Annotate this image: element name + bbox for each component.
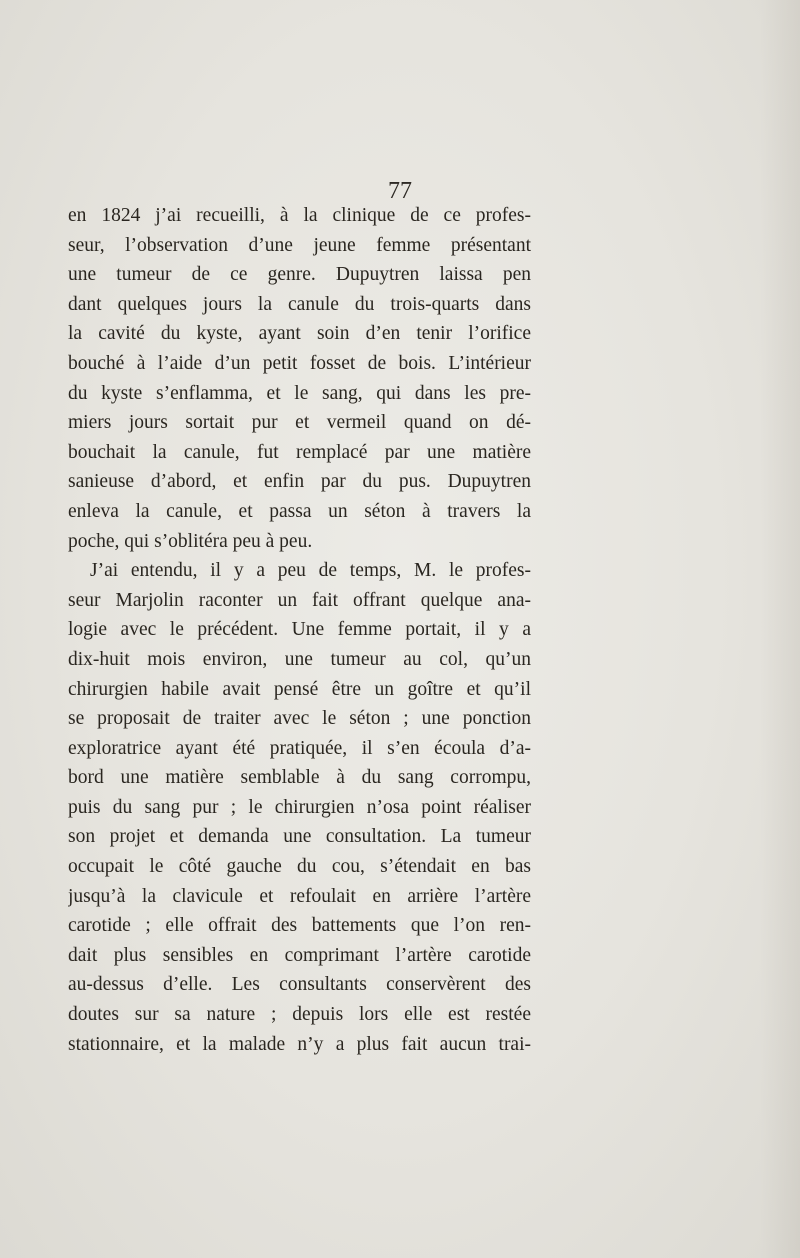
text-line: seur Marjolin raconter un fait offrant quelque ana- (68, 589, 531, 611)
text-line: bord une matière semblable à du sang corrompu, (68, 767, 531, 789)
text-line: dait plus sensibles en comprimant l’artère carotide (68, 944, 531, 966)
text-line: se proposait de traiter avec le séton ; une ponction (68, 708, 531, 730)
text-line: en 1824 j’ai recueilli, à la clinique de ce profes- (68, 205, 531, 226)
text-line: miers jours sortait pur et vermeil quand on dé- (68, 412, 531, 434)
text-line: sanieuse d’abord, et enfin par du pus. Dupuytren (68, 471, 531, 493)
text-line: chirurgien habile avait pensé être un goître et qu’il (68, 678, 531, 700)
text-line: doutes sur sa nature ; depuis lors elle est restée (68, 1004, 531, 1026)
text-line: exploratrice ayant été pratiquée, il s’en écoula d’a- (68, 737, 531, 759)
text-line: stationnaire, et la malade n’y a plus fait aucun trai- (68, 1033, 531, 1055)
text-line: au-dessus d’elle. Les consultants conservèrent des (68, 974, 531, 996)
text-line: J’ai entendu, il y a peu de temps, M. le profes- (90, 560, 531, 582)
text-line: carotide ; elle offrait des battements que l’on ren- (68, 915, 531, 937)
text-line: bouché à l’aide d’un petit fosset de bois. L’intérieur (68, 352, 531, 374)
text-line: dix-huit mois environ, une tumeur au col, qu’un (68, 648, 531, 670)
text-line: jusqu’à la clavicule et refoulait en arrière l’artère (68, 885, 531, 907)
text-line: poche, qui s’oblitéra peu à peu. (68, 530, 313, 552)
text-line: occupait le côté gauche du cou, s’étendait en bas (68, 856, 531, 878)
page-number: 77 (388, 178, 412, 204)
text-line: enleva la canule, et passa un séton à travers la (68, 500, 531, 522)
text-line: seur, l’observation d’une jeune femme présentant (68, 234, 531, 256)
body-text (68, 201, 531, 1059)
text-line: du kyste s’enflamma, et le sang, qui dans les pre- (68, 382, 531, 404)
text-line: bouchait la canule, fut remplacé par une matière (68, 441, 531, 463)
text-line: logie avec le précédent. Une femme portait, il y a (68, 619, 531, 641)
text-line: la cavité du kyste, ayant soin d’en tenir l’orifice (68, 323, 531, 345)
text-line: une tumeur de ce genre. Dupuytren laissa pen (68, 264, 531, 286)
text-line: puis du sang pur ; le chirurgien n’osa point réaliser (68, 796, 531, 818)
text-line: dant quelques jours la canule du trois-quarts dans (68, 293, 531, 315)
text-line: son projet et demanda une consultation. La tumeur (68, 826, 531, 848)
